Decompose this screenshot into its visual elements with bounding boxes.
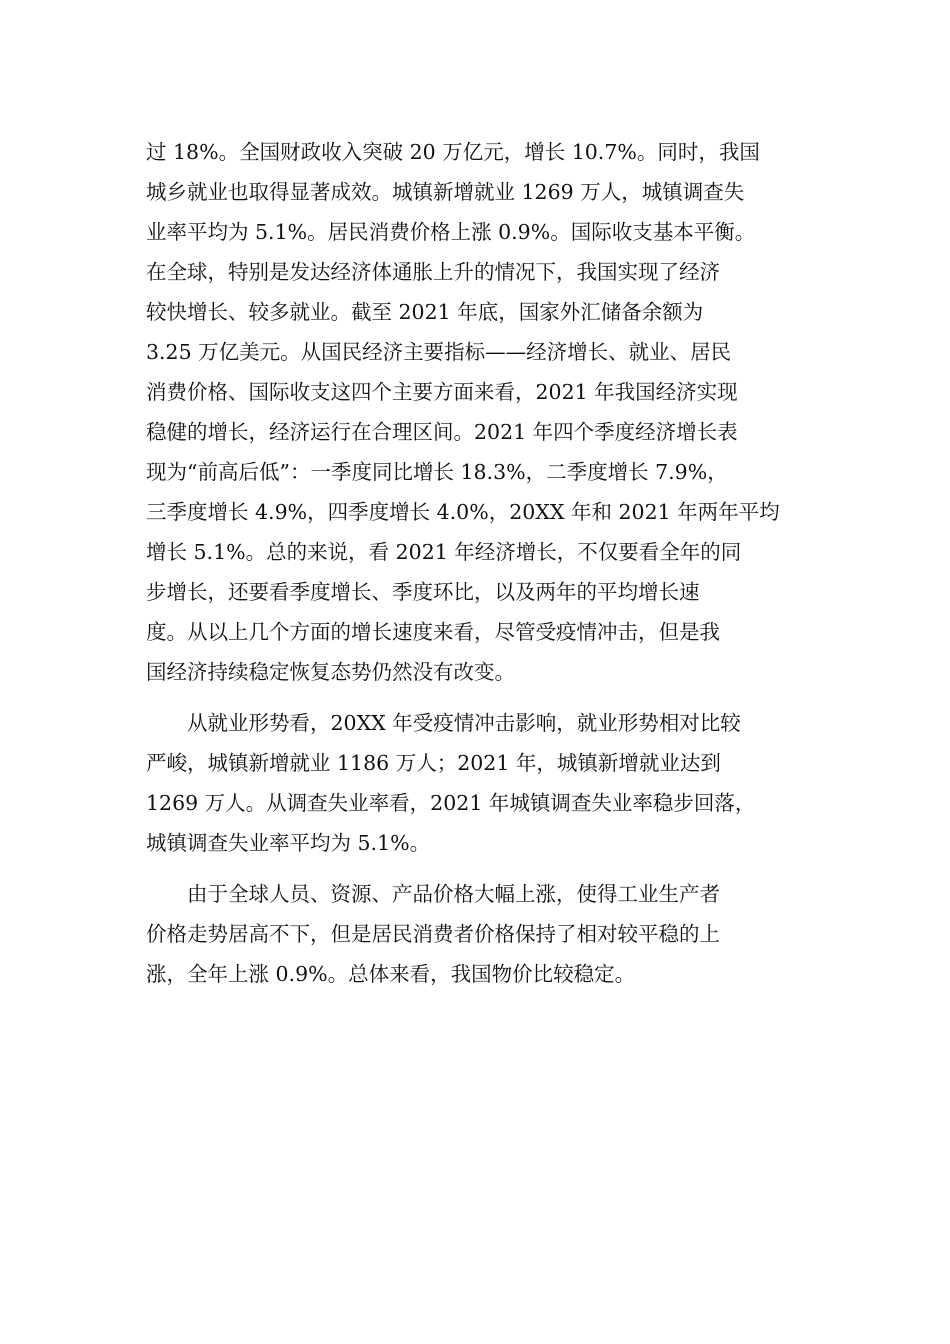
text-line: 1269 万人。从调查失业率看，2021 年城镇调查失业率稳步回落， (146, 791, 756, 815)
paragraph-spacer (146, 863, 806, 874)
paragraph-1 (146, 132, 806, 692)
text-line: 国经济持续稳定恢复态势仍然没有改变。 (146, 660, 515, 684)
text-line: 城镇调查失业率平均为 5.1%。 (146, 831, 431, 855)
text-line: 增长 5.1%。总的来说，看 2021 年经济增长，不仅要看全年的同 (146, 540, 742, 564)
document-body (146, 132, 806, 994)
text-line: 在全球，特别是发达经济体通胀上升的情况下，我国实现了经济 (146, 260, 720, 284)
text-line: 现为“前高后低”：一季度同比增长 18.3%，二季度增长 7.9%， (146, 460, 728, 484)
text-line: 价格走势居高不下，但是居民消费者价格保持了相对较平稳的上 (146, 922, 720, 946)
text-line: 由于全球人员、资源、产品价格大幅上涨，使得工业生产者 (187, 882, 720, 906)
text-line: 涨，全年上涨 0.9%。总体来看，我国物价比较稳定。 (146, 962, 636, 986)
text-line: 较快增长、较多就业。截至 2021 年底，国家外汇储备余额为 (146, 300, 704, 324)
text-line: 步增长，还要看季度增长、季度环比，以及两年的平均增长速 (146, 580, 700, 604)
paragraph-2 (146, 703, 806, 863)
text-line: 三季度增长 4.9%，四季度增长 4.0%，20XX 年和 2021 年两年平均 (146, 500, 780, 524)
paragraph-spacer (146, 692, 806, 703)
text-line: 严峻，城镇新增就业 1186 万人；2021 年，城镇新增就业达到 (146, 751, 721, 775)
text-line: 度。从以上几个方面的增长速度来看，尽管受疫情冲击，但是我 (146, 620, 720, 644)
paragraph-3 (146, 874, 806, 994)
text-line: 过 18%。全国财政收入突破 20 万亿元，增长 10.7%。同时，我国 (146, 140, 760, 164)
text-line: 稳健的增长，经济运行在合理区间。2021 年四个季度经济增长表 (146, 420, 738, 444)
text-line: 从就业形势看，20XX 年受疫情冲击影响，就业形势相对比较 (187, 711, 741, 735)
text-line: 城乡就业也取得显著成效。城镇新增就业 1269 万人，城镇调查失 (146, 180, 745, 204)
text-line: 消费价格、国际收支这四个主要方面来看，2021 年我国经济实现 (146, 380, 738, 404)
text-line: 业率平均为 5.1%。居民消费价格上涨 0.9%。国际收支基本平衡。 (146, 220, 756, 244)
text-line: 3.25 万亿美元。从国民经济主要指标——经济增长、就业、居民 (146, 340, 732, 364)
